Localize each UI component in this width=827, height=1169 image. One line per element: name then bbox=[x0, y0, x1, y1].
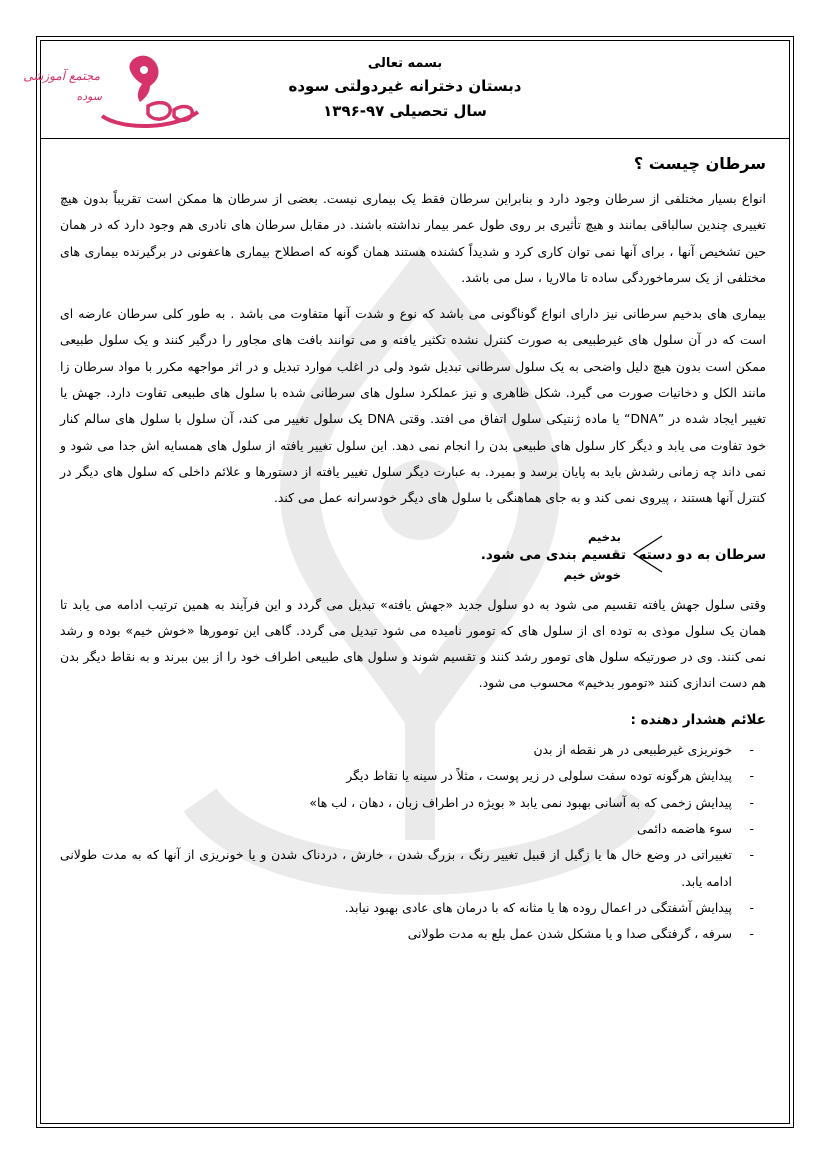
pen-nib-logo-icon bbox=[102, 56, 198, 126]
classification-text: تقسیم بندی می شود. bbox=[480, 546, 626, 563]
list-item: - سرفه ، گرفتگی صدا و یا مشکل شدن عمل بلع به مدت طولانی bbox=[60, 921, 754, 947]
svg-text:سوده: سوده bbox=[76, 90, 102, 103]
brace-icon bbox=[630, 534, 664, 574]
document-header bbox=[240, 54, 570, 124]
classification-benign: خوش خیم bbox=[563, 567, 621, 582]
bullet-dash: - bbox=[749, 742, 754, 758]
article-content bbox=[60, 148, 766, 947]
header-separator bbox=[40, 138, 789, 139]
cancer-classification bbox=[60, 522, 766, 582]
header-school-name: دبستان دخترانه غیردولتی سوده bbox=[288, 77, 522, 95]
paragraph-intro: انواع بسیار مختلفی از سرطان وجود دارد و بنابراین سرطان فقط یک بیماری نیست. بعضی از سرطان ها ممکن است تقریباً بدون هیچ تغییری چندین سالباقی بمانند و هیچ تأثیری بر روی طول عمر بیمار نداشته باشند. در مقابل سرطان های نادری هم وجود دارد که در همان حین تشخیص آنها ، برای آنها نمی توان کاری کرد و شدیداً کشنده هستند همان گونه که اصطلاح بیماری هاعفونی در برگیرنده بیماری های مختلفی از یک سرماخوردگی ساده تا مالاریا ، سل می باشد. bbox=[60, 191, 766, 285]
bullet-dash: - bbox=[749, 820, 754, 836]
classification-label: سرطان به دو دسته bbox=[638, 546, 766, 563]
list-item: - پیدایش آشفتگی در اعمال روده ها یا مثانه که با درمان های عادی بهبود نیابد. bbox=[60, 895, 754, 921]
bullet-dash: - bbox=[749, 899, 754, 915]
paragraph-tumor: وقتی سلول جهش یافته تقسیم می شود به دو سلول جدید «جهش یافته» تبدیل می گردد و این فرآیند به همین ترتیب ادامه می یابد تا همان یک سلول موذی به توده ای از سلول های که تومور نامیده می شود تبدیل می گردد. گاهی این تومورها «خوش خیم» بوده و رشد نمی کنند. وی در صورتیکه سلول های تومور رشد کنند و تقسیم شوند و سلول های طبیعی اطراف خود را از بین ببرند و به نقاط دیگر بدن هم دست اندازی کنند «تومور بدخیم» محسوب می شود. bbox=[60, 596, 766, 691]
warning-signs-list bbox=[60, 737, 766, 947]
bullet-dash: - bbox=[749, 926, 754, 942]
article-title: سرطان چیست ؟ bbox=[633, 154, 766, 173]
list-item: - پیدایش زخمی که به آسانی بهبود نمی یابد « بویژه در اطراف زبان ، دهان ، لب ها» bbox=[60, 790, 754, 816]
classification-malignant: بدخیم bbox=[588, 529, 621, 544]
warning-signs-title: علائم هشدار دهنده : bbox=[630, 711, 766, 728]
list-item: - پیدایش هرگونه توده سفت سلولی در زیر پوست ، مثلاً در سینه یا نقاط دیگر bbox=[60, 763, 754, 789]
paragraph-malignant: بیماری های بدخیم سرطانی نیز دارای انواع گوناگونی می باشد که نوع و شدت آنها متفاوت می باشد . به طور کلی سرطان عارضه ای است که در آن سلول های غیرطبیعی به صورت کنترل نشده تکثیر یافته و می توانند بافت های مجاور را درگیر کنند و یک سلول طبیعی ممکن است بدون هیچ دلیل واضحی به یک سلول سرطانی تبدیل شود ولی در اغلب موارد تبدیل و در اثر مواجهه مکرر با مواد سرطان زا مانند الکل و دخانیات صورت می گیرد. شکل ظاهری و نیز عملکرد سلول های سرطانی شده با سلول های طبیعی تفاوت دارد. جهش یا تغییر ایجاد شده در ”DNA“ یا ماده ژنتیکی سلول اتفاق می افتد. وقتی DNA یک سلول تغییر می کند، آن سلول با سلول های سالم کنار خود تفاوت می یابد و دیگر کار سلول های طبیعی بدن را انجام نمی دهد. این سلول تغییر یافته از سلول های همسایه اش جدا می شود و نمی داند چه زمانی رشدش باید به پایان برسد و بمیرد. به عبارت دیگر سلول تغییر یافته از دستورها و علائم داخلی که سلول های دیگر در کنترل آنها هستند ، پیروی نمی کند و به جای هماهنگی با سلول های دیگر خودسرانه عمل می کند. bbox=[60, 306, 766, 506]
list-item: - سوء هاضمه دائمی bbox=[60, 816, 754, 842]
list-item: - تغییراتی در وضع خال ها یا زگیل از قبیل تغییر رنگ ، بزرگ شدن ، خارش ، دردناک شدن و یا خونریزی از آنها که به مدت طولانی ادامه یابد. bbox=[60, 842, 754, 895]
header-academic-year: سال تحصیلی ۹۷-۱۳۹۶ bbox=[323, 102, 487, 120]
school-logo bbox=[23, 50, 212, 132]
bullet-dash: - bbox=[749, 794, 754, 810]
list-item: - خونریزی غیرطبیعی در هر نقطه از بدن bbox=[60, 737, 754, 763]
svg-text:مجتمع آموزشی: مجتمع آموزشی bbox=[23, 69, 100, 83]
header-basmala: بسمه تعالی bbox=[367, 56, 443, 71]
bullet-dash: - bbox=[749, 768, 754, 784]
bullet-dash: - bbox=[749, 847, 754, 863]
